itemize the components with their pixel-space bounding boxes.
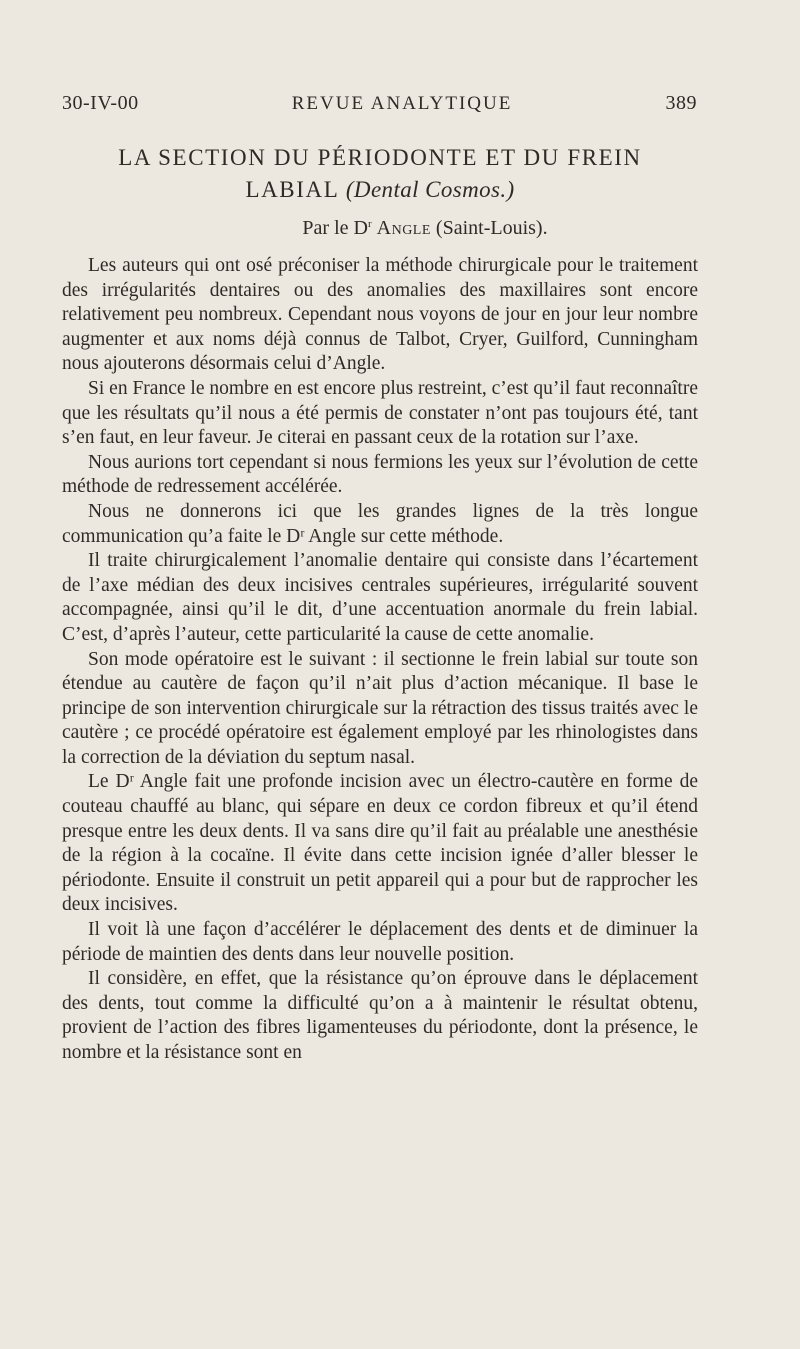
byline-place: (Saint-Louis). <box>430 217 548 239</box>
article-byline <box>60 214 700 242</box>
article-title-line2 <box>60 174 700 206</box>
header-date: 30-IV-00 <box>62 92 139 114</box>
article-title-line1: LA SECTION DU PÉRIODONTE ET DU FREIN <box>118 145 642 170</box>
running-header <box>62 92 697 115</box>
article-body <box>62 254 698 1066</box>
byline-prefix: Par le D <box>302 217 368 239</box>
paragraph: Nous aurions tort cependant si nous fermions les yeux sur l’évolution de cette méthode de redressement accélérée. <box>62 451 698 498</box>
byline-sup: r <box>367 218 372 230</box>
paragraph: Il voit là une façon d’accélérer le déplacement des dents et de diminuer la période de maintien des dents dans leur nouvelle position. <box>62 919 698 965</box>
header-journal: REVUE ANALYTIQUE <box>291 93 513 114</box>
article-source: (Dental Cosmos.) <box>345 177 515 202</box>
paragraph: Il considère, en effet, que la résistance qu’on éprouve dans le déplacement des dents, tout comme la difficulté qu’on a à maintenir le résultat obtenu, provient de l’action des fibres ligamenteuses du périodonte, dont la présence, le nombre et la résistance sont en <box>62 968 698 1063</box>
paragraph: Nous ne donnerons ici que les grandes lignes de la très longue communication qu’a faite le Dʳ Angle sur cette méthode. <box>62 500 698 547</box>
article-title-block <box>60 142 700 242</box>
page-number: 389 <box>665 92 697 114</box>
paragraph: Le Dʳ Angle fait une profonde incision avec un électro-cautère en forme de couteau chauffé au blanc, qui sépare en deux ce cordon fibreux et qu’il étend presque entre les deux dents. Il va sans dire qu’il fait au préalable une anesthésie de la région à la cocaïne. Il évite dans cette incision ignée d’aller blesser le périodonte. Ensuite il construit un petit appareil qui a pour but de rapprocher les deux incisives. <box>62 771 698 916</box>
byline-author: Angle <box>376 217 431 239</box>
paragraph: Si en France le nombre en est encore plus restreint, c’est qu’il faut reconnaître que les résultats qu’il nous a été permis de constater n’ont pas toujours été, tant s’en faut, en leur faveur. Je citerai en passant ceux de la rotation sur l’axe. <box>62 377 698 449</box>
paragraph: Son mode opératoire est le suivant : il sectionne le frein labial sur toute son étendue au cautère de façon qu’il n’ait plus d’action mécanique. Il base le principe de son intervention chirurgicale sur la rétraction des tissus traités avec le cautère ; ce procédé opératoire est également employé par les rhinologistes dans la correction de la déviation du septum nasal. <box>62 648 698 768</box>
paragraph: Il traite chirurgicalement l’anomalie dentaire qui consiste dans l’écartement de l’axe médian des deux incisives centrales supérieures, irrégularité souvent accompagnée, ainsi qu’il le dit, d’une accentuation anormale du frein labial. C’est, d’après l’auteur, cette particularité la cause de cette anomalie. <box>62 550 698 645</box>
article-title-line2-text: LABIAL <box>245 177 346 202</box>
paragraph: Les auteurs qui ont osé préconiser la méthode chirurgicale pour le traitement des irrégularités dentaires ou des anomalies des maxillaires sont encore relativement peu nombreux. Cependant nous voyons de jour en jour leur nombre augmenter et aux noms déjà connus de Talbot, Cryer, Guilford, Cunningham nous ajouterons désormais celui d’Angle. <box>62 255 698 375</box>
